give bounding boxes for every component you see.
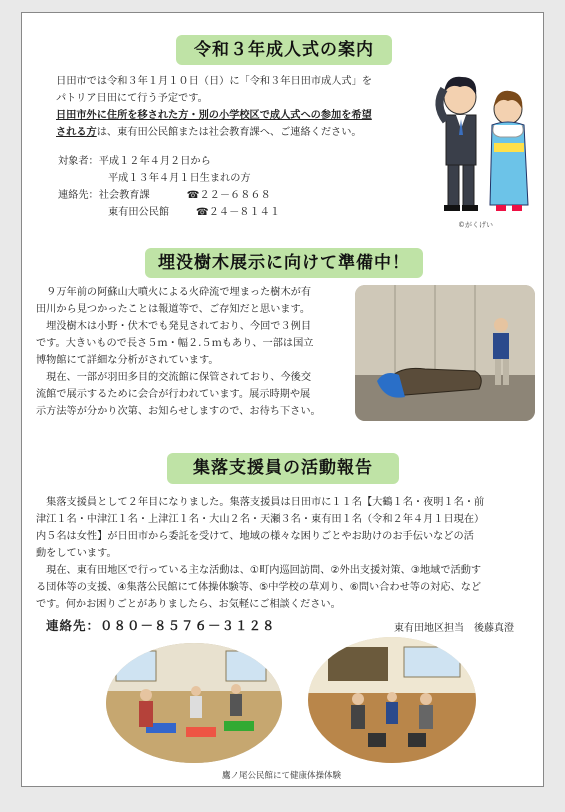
text-line: 現在、東有田地区で行っている主な活動は、①町内巡回訪問、②外出支援対策、③地域で活動す (36, 565, 482, 576)
contact-phone: 連絡先：０８０－８５７６－３１２８ (46, 618, 276, 633)
exercise-photo-left (106, 643, 282, 763)
eligibility-block: 対象者：平成１２年４月２日から 平成１３年４月１日生まれの方 連絡先：社会教育課 ☎２２－６８６８ 東有田公民館 ☎２４－８１４１ (58, 156, 281, 218)
text-line: です。大きいもので長さ５ｍ・幅２.５ｍもあり、一部は国立 (36, 338, 314, 349)
text-line: 埋没樹木は小野・伏木でも発見されており、今回で３例目 (36, 321, 312, 332)
text-line: 博物館にて詳細な分析がされています。 (36, 355, 219, 366)
text-line: る団体等の支援、④集落公民館にて体操体験等、⑤中学校の草刈り、⑥問い合わせ等の対応、など (36, 582, 482, 593)
text-line: 集落支援員として２年目になりました。集落支援員は日田市に１１名【大鶴１名・夜明１名・前 (36, 497, 485, 508)
buried-tree-heading: 埋没樹木展示に向けて準備中！ (145, 248, 423, 278)
illustration-credit: ©がくげい (458, 221, 493, 229)
coming-of-age-heading: 令和３年成人式の案内 (176, 35, 392, 65)
text-line: 田川から見つかったことは報道等で、ご存知だと思います。 (36, 304, 311, 315)
text-line: 現在、一部が羽田多目的交流館に保管されており、今後交 (36, 372, 312, 383)
village-support-heading: 集落支援員の活動報告 (167, 453, 399, 484)
photo-caption: 鷹ノ尾公民館にて健康体操体験 (222, 771, 342, 781)
text-line: 動をしています。 (36, 548, 117, 559)
text-line: 津江１名・中津江１名・上津江１名・大山２名・天瀬３名・東有田１名（令和２年４月１日現在） (36, 514, 485, 525)
village-support-body (36, 494, 541, 613)
buried-tree-body (36, 284, 356, 420)
text-line: 示方法等が分かり次第、お知らせしますので、お待ち下さい。 (36, 406, 321, 417)
text-line: 流館で展示するために会合が行われています。展示時期や展 (36, 389, 311, 400)
text-line: です。何かお困りごとがありましたら、お気軽にご相談ください。 (36, 599, 341, 610)
staff-name: 東有田地区担当 後藤真澄 (394, 623, 514, 634)
text-line: ９万年前の阿蘇山大噴火による火砕流で埋まった樹木が有 (36, 287, 312, 298)
newsletter-page (21, 12, 544, 787)
coming-of-age-intro: 日田市では令和３年１月１０日（日）に「令和３年日田市成人式」を パトリア日田にて行う予定です。 日田市外に住所を移された方・別の小学校区で成人式への参加を希望 される方は、東有田公民館または社会教育課へ、ご連絡ください。 (46, 76, 372, 138)
mascot-illustration (420, 65, 542, 221)
exercise-photo-right (308, 637, 476, 763)
text-line: 内５名は女性】が日田市から委託を受けて、地域の様々な困りごとやお助けのお手伝いなどの活 (36, 531, 474, 542)
buried-tree-photo (355, 285, 535, 421)
